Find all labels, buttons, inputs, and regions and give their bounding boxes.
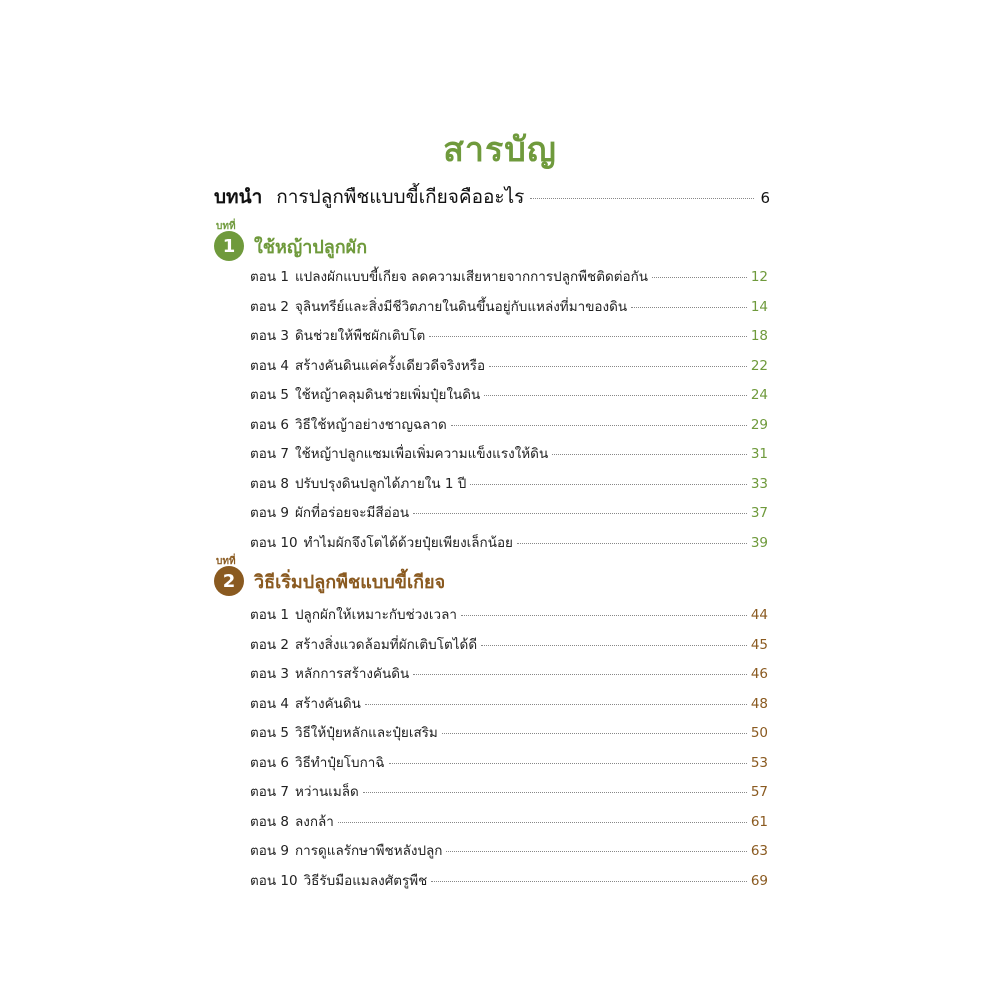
entry-label: ตอน 8	[250, 813, 289, 830]
dot-leader	[389, 763, 747, 764]
entry-page-number: 48	[750, 695, 768, 712]
dot-leader	[461, 615, 747, 616]
entry-title: วิธีให้ปุ๋ยหลักและปุ๋ยเสริม	[294, 725, 438, 741]
entry-page-number: 46	[750, 666, 768, 682]
entry-title: หว่านเมล็ด	[294, 784, 359, 800]
chapter-number-badge: 1	[214, 231, 244, 261]
toc-entry	[250, 442, 768, 472]
toc-entry	[250, 501, 768, 531]
toc-entry	[250, 662, 768, 692]
entry-page-number: 12	[750, 269, 768, 285]
entry-label: ตอน 4	[250, 357, 289, 374]
entry-title: สร้างสิ่งแวดล้อมที่ผักเติบโตได้ดี	[294, 636, 478, 653]
entry-title: ดินช่วยให้พืชผักเติบโต	[294, 328, 426, 344]
entry-page-number: 14	[750, 298, 768, 315]
toc-entry	[250, 603, 768, 633]
chapter-tag: บทที่	[216, 221, 236, 232]
chapter-title: ใช้หญ้าปลูกผัก	[254, 236, 368, 258]
entry-title: สร้างคันดินแค่ครั้งเดียวดีจริงหรือ	[294, 357, 486, 374]
chapter-title: วิธีเริ่มปลูกพืชแบบขี้เกียจ	[254, 571, 446, 593]
entry-label: ตอน 8	[250, 475, 289, 492]
entry-page-number: 29	[750, 416, 768, 433]
entry-title: แปลงผักแบบขี้เกียจ ลดความเสียหายจากการปลูกพืชติดต่อกัน	[294, 269, 649, 285]
toc-entry	[250, 839, 768, 869]
dot-leader	[517, 543, 747, 544]
entry-label: ตอน 7	[250, 446, 289, 462]
entry-label: ตอน 5	[250, 387, 289, 403]
toc-entry	[250, 324, 768, 354]
entry-page-number: 37	[750, 505, 768, 521]
entry-title: ทำไมผักจึงโตได้ด้วยปุ๋ยเพียงเล็กน้อย	[303, 534, 513, 551]
entry-label: ตอน 10	[250, 534, 298, 551]
dot-leader	[484, 395, 747, 396]
entry-label: ตอน 6	[250, 416, 289, 433]
entry-label: ตอน 6	[250, 754, 289, 771]
entry-label: ตอน 1	[250, 269, 289, 285]
dot-leader	[446, 851, 746, 852]
entry-title: วิธีทำปุ๋ยโบกาฉิ	[294, 754, 385, 771]
dot-leader	[338, 822, 747, 823]
page-title: สารบัญ	[443, 130, 557, 170]
intro-label: บทนำ	[214, 186, 263, 208]
dot-leader	[365, 704, 747, 705]
intro-title: การปลูกพืชแบบขี้เกียจคืออะไร	[276, 186, 525, 208]
entry-label: ตอน 9	[250, 843, 289, 859]
entry-label: ตอน 10	[250, 872, 298, 889]
entry-label: ตอน 2	[250, 636, 289, 653]
entry-title: ผักที่อร่อยจะมีสีอ่อน	[294, 505, 410, 521]
entry-page-number: 63	[750, 843, 768, 859]
dot-leader	[363, 792, 747, 793]
entry-label: ตอน 2	[250, 298, 289, 315]
entry-label: ตอน 9	[250, 505, 289, 521]
dot-leader	[451, 425, 747, 426]
chapter-1-entries	[250, 265, 768, 560]
chapter-tag: บทที่	[216, 556, 236, 567]
entry-page-number: 61	[750, 813, 768, 830]
toc-entry	[250, 810, 768, 840]
entry-title: วิธีใช้หญ้าอย่างชาญฉลาด	[294, 416, 447, 433]
entry-title: ลงกล้า	[294, 813, 334, 830]
entry-page-number: 50	[750, 725, 768, 741]
dot-leader	[489, 366, 747, 367]
entry-label: ตอน 7	[250, 784, 289, 800]
chapter-number-badge: 2	[214, 566, 244, 596]
entry-page-number: 45	[750, 636, 768, 653]
entry-page-number: 18	[750, 328, 768, 344]
chapter-2-heading	[214, 556, 446, 596]
entry-label: ตอน 3	[250, 666, 289, 682]
entry-page-number: 24	[750, 387, 768, 403]
dot-leader	[429, 336, 747, 337]
toc-entry	[250, 413, 768, 443]
entry-label: ตอน 1	[250, 607, 289, 623]
entry-title: ปรับปรุงดินปลูกได้ภายใน 1 ปี	[294, 475, 467, 492]
dot-leader	[442, 733, 747, 734]
entry-title: ใช้หญ้าปลูกแซมเพื่อเพิ่มความแข็งแรงให้ดิน	[294, 446, 549, 462]
entry-page-number: 44	[750, 607, 768, 623]
toc-entry	[250, 633, 768, 663]
toc-entry	[250, 721, 768, 751]
toc-entry	[250, 780, 768, 810]
toc-entry	[250, 265, 768, 295]
chapter-2-entries	[250, 603, 768, 898]
dot-leader	[652, 277, 747, 278]
dot-leader	[552, 454, 747, 455]
chapter-1-heading	[214, 221, 368, 261]
toc-entry	[250, 869, 768, 899]
dot-leader	[530, 198, 754, 199]
entry-page-number: 22	[750, 357, 768, 374]
entry-title: วิธีรับมือแมลงศัตรูพืช	[303, 872, 428, 889]
entry-page-number: 39	[750, 534, 768, 551]
entry-page-number: 31	[750, 446, 768, 462]
toc-entry	[250, 751, 768, 781]
dot-leader	[631, 307, 747, 308]
entry-page-number: 57	[750, 784, 768, 800]
toc-entry	[250, 472, 768, 502]
intro-page-number: 6	[760, 189, 770, 207]
entry-label: ตอน 3	[250, 328, 289, 344]
dot-leader	[470, 484, 747, 485]
dot-leader	[431, 881, 746, 882]
toc-entry	[250, 354, 768, 384]
entry-page-number: 69	[750, 872, 768, 889]
entry-title: ปลูกผักให้เหมาะกับช่วงเวลา	[294, 607, 457, 623]
entry-title: หลักการสร้างคันดิน	[294, 666, 410, 682]
intro-entry	[214, 182, 770, 212]
toc-entry	[250, 531, 768, 561]
entry-page-number: 33	[750, 475, 768, 492]
toc-entry	[250, 295, 768, 325]
entry-page-number: 53	[750, 754, 768, 771]
toc-entry	[250, 692, 768, 722]
entry-title: สร้างคันดิน	[294, 695, 361, 712]
toc-entry	[250, 383, 768, 413]
entry-title: จุลินทรีย์และสิ่งมีชีวิตภายในดินขึ้นอยู่กับแหล่งที่มาของดิน	[294, 298, 628, 315]
entry-label: ตอน 4	[250, 695, 289, 712]
dot-leader	[413, 674, 747, 675]
entry-label: ตอน 5	[250, 725, 289, 741]
dot-leader	[481, 645, 747, 646]
entry-title: ใช้หญ้าคลุมดินช่วยเพิ่มปุ๋ยในดิน	[294, 387, 481, 403]
dot-leader	[413, 513, 747, 514]
entry-title: การดูแลรักษาพืชหลังปลูก	[294, 843, 443, 859]
